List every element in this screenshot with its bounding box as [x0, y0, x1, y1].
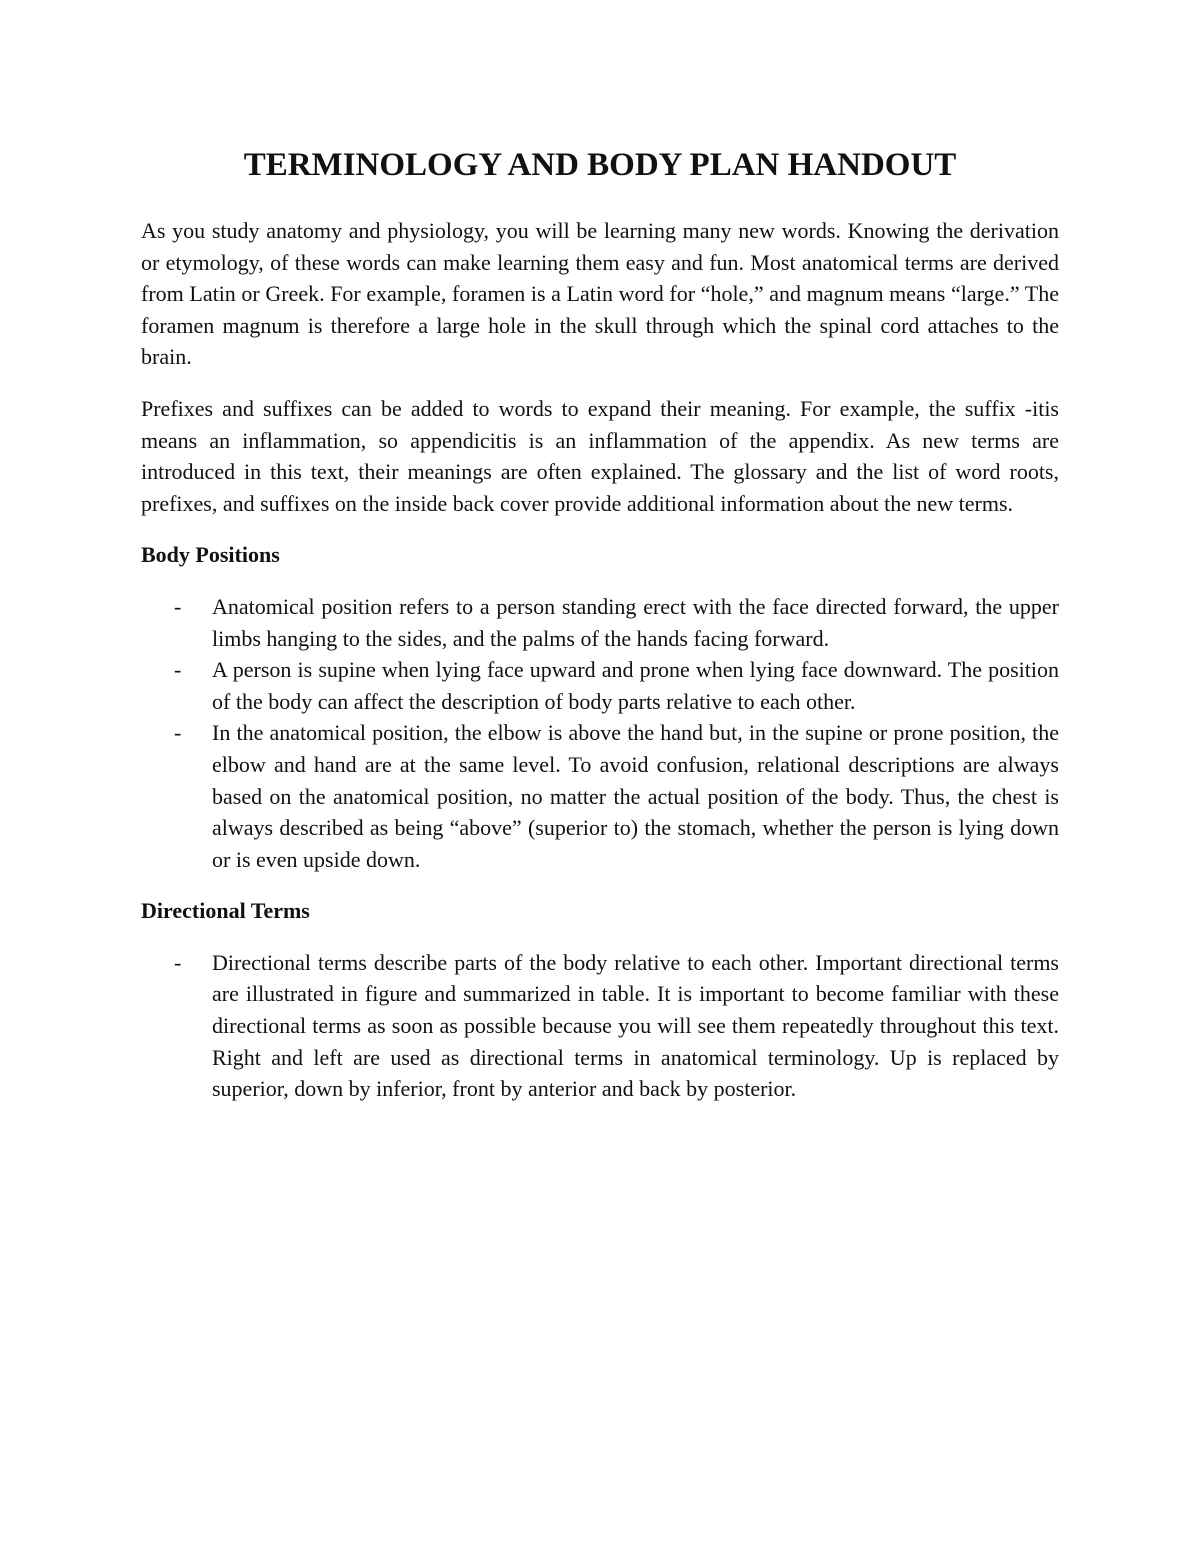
bullet-dash: -: [174, 949, 182, 975]
list-item: [141, 947, 1059, 1105]
section-heading-directional-terms: Directional Terms: [141, 898, 310, 924]
section-heading-body-positions: Body Positions: [141, 542, 280, 568]
bullet-dash: -: [174, 657, 182, 683]
directional-terms-list: [141, 947, 1059, 1105]
body-positions-list: [141, 591, 1059, 875]
list-item: [141, 591, 1059, 654]
document-page: [141, 143, 1059, 1125]
list-item: [141, 717, 1059, 875]
list-item-text: A person is supine when lying face upward and prone when lying face downward. The position of the body can affect the description of body parts relative to each other.: [212, 657, 1059, 714]
bullet-dash: -: [174, 593, 182, 619]
list-item-text: Anatomical position refers to a person standing erect with the face directed forward, the upper limbs hanging to the sides, and the palms of the hands facing forward.: [212, 593, 1059, 651]
intro-paragraph-etymology: As you study anatomy and physiology, you will be learning many new words. Knowing the derivation or etymology, of these words can make learning them easy and fun. Most anatomical terms are derived from Latin or Greek. For example, foramen is a Latin word for “hole,” and magnum means “large.” The foramen magnum is therefore a large hole in the skull through which the spinal cord attaches to the brain.: [141, 218, 1059, 370]
intro-paragraph-prefixes: Prefixes and suffixes can be added to words to expand their meaning. For example, the suffix -itis means an inflammation, so appendicitis is an inflammation of the appendix. As new terms are introduced in this text, their meanings are often explained. The glossary and the list of word roots, prefixes, and suffixes on the inside back cover provide additional information about the new terms.: [141, 395, 1059, 516]
list-item-text: Directional terms describe parts of the body relative to each other. Important directional terms are illustrated in figure and summarized in table. It is important to become familiar with these directional terms as soon as possible because you will see them repeatedly throughout this text. Right and left are used as directional terms in anatomical terminology. Up is replaced by superior, down by inferior, front by anterior and back by posterior.: [212, 949, 1059, 1102]
list-item-text: In the anatomical position, the elbow is above the hand but, in the supine or prone position, the elbow and hand are at the same level. To avoid confusion, relational descriptions are always based on the anatomical position, no matter the actual position of the body. Thus, the chest is always described as being “above” (superior to) the stomach, whether the person is lying down or is even upside down.: [212, 720, 1059, 872]
list-item: [141, 654, 1059, 717]
bullet-dash: -: [174, 720, 182, 746]
document-title: TERMINOLOGY AND BODY PLAN HANDOUT: [243, 147, 957, 183]
